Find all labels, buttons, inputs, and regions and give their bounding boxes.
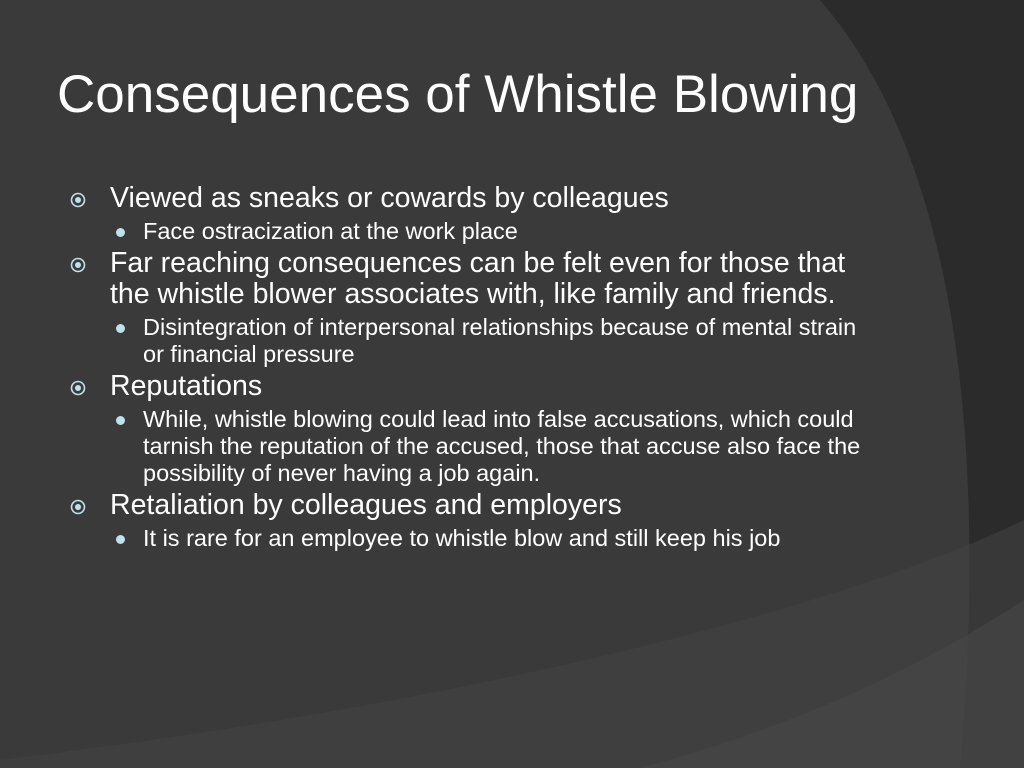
sub-bullet-text: It is rare for an employee to whistle blow and still keep his job — [143, 525, 781, 551]
sub-bullet-item — [70, 314, 870, 368]
sub-bullet-item — [70, 218, 870, 245]
bullet-text: Retaliation by colleagues and employers — [110, 489, 622, 521]
sub-bullet-text: Disintegration of interpersonal relationships because of mental strain or financial pressure — [143, 314, 857, 367]
dot-icon — [116, 416, 125, 425]
bullet-item — [70, 248, 870, 310]
bullet-list — [70, 180, 870, 552]
dot-icon — [116, 228, 125, 237]
circled-dot-icon — [70, 192, 86, 208]
circled-dot-icon — [70, 380, 86, 396]
dot-icon — [116, 324, 125, 333]
sub-bullet-item — [70, 406, 870, 487]
dot-icon — [116, 535, 125, 544]
bullet-item — [70, 490, 870, 521]
circled-dot-icon — [70, 257, 86, 273]
bullet-item — [70, 371, 870, 402]
sub-bullet-item — [70, 525, 870, 552]
bullet-text: Far reaching consequences can be felt even for those that the whistle blower associates with, like family and friends. — [110, 247, 846, 310]
slide-title: Consequences of Whistle Blowing — [57, 65, 859, 124]
bullet-text: Reputations — [110, 370, 263, 402]
sub-bullet-text: While, whistle blowing could lead into false accusations, which could tarnish the reputation of the accused, those that accuse also face the possibility of never having a job again. — [143, 406, 861, 486]
circled-dot-icon — [70, 499, 86, 515]
bullet-text: Viewed as sneaks or cowards by colleagues — [110, 182, 669, 214]
sub-bullet-text: Face ostracization at the work place — [143, 218, 518, 244]
bullet-item — [70, 183, 870, 214]
